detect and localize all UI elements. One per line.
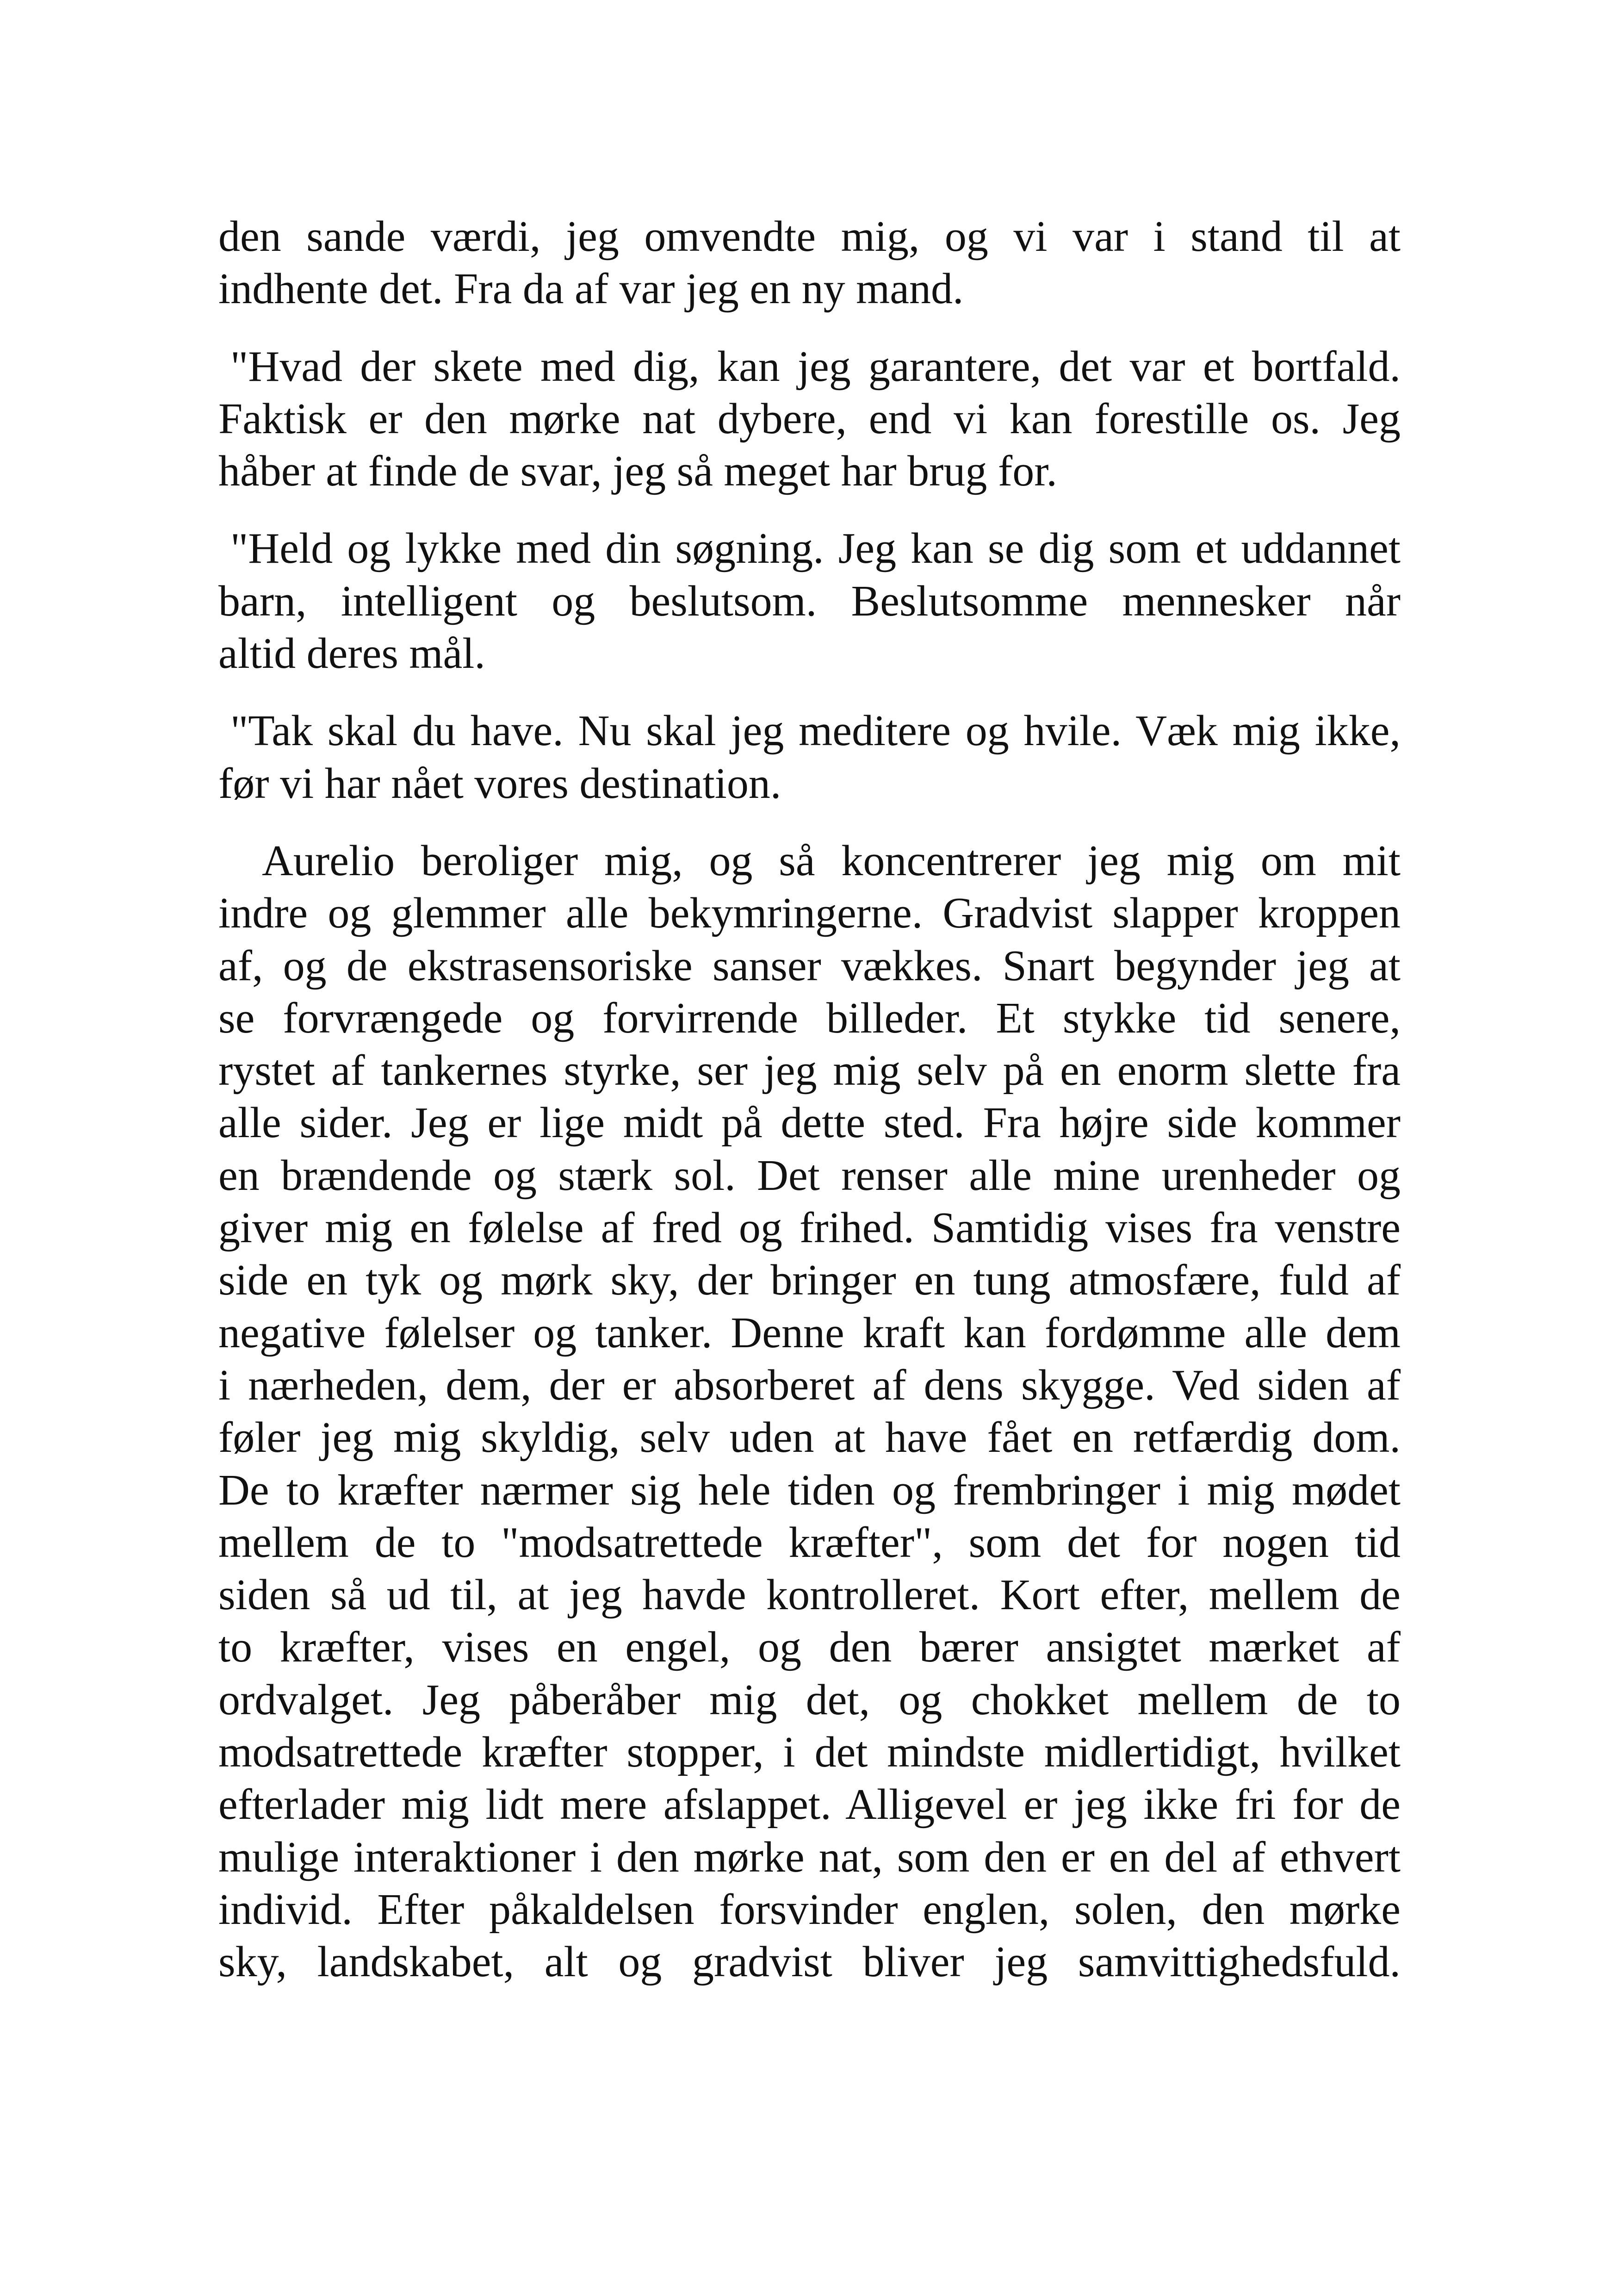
body-text [218, 211, 1401, 1989]
text-line: føler jeg mig skyldig, selv uden at have fået en retfærdig dom. [218, 1413, 1401, 1462]
text-line: Faktisk er den mørke nat dybere, end vi kan forestille os. Jeg [218, 394, 1401, 443]
paragraph-3 [218, 523, 1401, 680]
text-line: se forvrængede og forvirrende billeder. Et stykke tid senere, [218, 994, 1401, 1042]
text-line: negative følelser og tanker. Denne kraft kan fordømme alle dem [218, 1308, 1401, 1357]
text-line: modsatrettede kræfter stopper, i det mindste midlertidigt, hvilket [218, 1728, 1401, 1777]
text-line: barn, intelligent og beslutsom. Beslutsomme mennesker når [218, 577, 1401, 625]
text-line: indhente det. Fra da af var jeg en ny mand. [218, 265, 964, 313]
paragraph-2 [218, 341, 1401, 498]
text-line: efterlader mig lidt mere afslappet. Alligevel er jeg ikke fri for de [218, 1780, 1401, 1829]
text-line: individ. Efter påkaldelsen forsvinder englen, solen, den mørke [218, 1885, 1401, 1934]
text-line: indre og glemmer alle bekymringerne. Gradvist slapper kroppen [218, 889, 1401, 938]
text-line: håber at finde de svar, jeg så meget har brug for. [218, 447, 1057, 496]
text-line: giver mig en følelse af fred og frihed. Samtidig vises fra venstre [218, 1204, 1401, 1252]
text-line: den sande værdi, jeg omvendte mig, og vi var i stand til at [218, 212, 1401, 261]
paragraph-4 [218, 705, 1401, 810]
paragraph-1 [218, 211, 1401, 316]
text-line: ordvalget. Jeg påberåber mig det, og chokket mellem de to [218, 1675, 1401, 1724]
text-line: i nærheden, dem, der er absorberet af dens skygge. Ved siden af [218, 1361, 1401, 1409]
text-line: Aurelio beroliger mig, og så koncentrerer jeg mig om mit [262, 836, 1401, 885]
text-line: "Hvad der skete med dig, kan jeg garantere, det var et bortfald. [230, 342, 1401, 391]
text-line: side en tyk og mørk sky, der bringer en tung atmosfære, fuld af [218, 1256, 1401, 1305]
text-line: altid deres mål. [218, 629, 485, 678]
paragraph-5 [218, 835, 1401, 1989]
text-line: mellem de to "modsatrettede kræfter", som det for nogen tid [218, 1518, 1401, 1567]
text-line: rystet af tankernes styrke, ser jeg mig selv på en enorm slette fra [218, 1046, 1401, 1095]
text-line: to kræfter, vises en engel, og den bærer ansigtet mærket af [218, 1623, 1401, 1672]
text-line: sky, landskabet, alt og gradvist bliver jeg samvittighedsfuld. [218, 1938, 1401, 1986]
text-line: mulige interaktioner i den mørke nat, som den er en del af ethvert [218, 1833, 1401, 1881]
text-line: af, og de ekstrasensoriske sanser vækkes. Snart begynder jeg at [218, 941, 1401, 990]
text-line: før vi har nået vores destination. [218, 759, 781, 808]
text-line: alle sider. Jeg er lige midt på dette sted. Fra højre side kommer [218, 1099, 1401, 1147]
text-line: De to kræfter nærmer sig hele tiden og frembringer i mig mødet [218, 1466, 1401, 1514]
text-line: "Held og lykke med din søgning. Jeg kan se dig som et uddannet [230, 524, 1401, 573]
text-line: "Tak skal du have. Nu skal jeg meditere og hvile. Væk mig ikke, [230, 707, 1401, 755]
text-line: en brændende og stærk sol. Det renser alle mine urenheder og [218, 1151, 1401, 1200]
text-line: siden så ud til, at jeg havde kontrolleret. Kort efter, mellem de [218, 1571, 1401, 1619]
